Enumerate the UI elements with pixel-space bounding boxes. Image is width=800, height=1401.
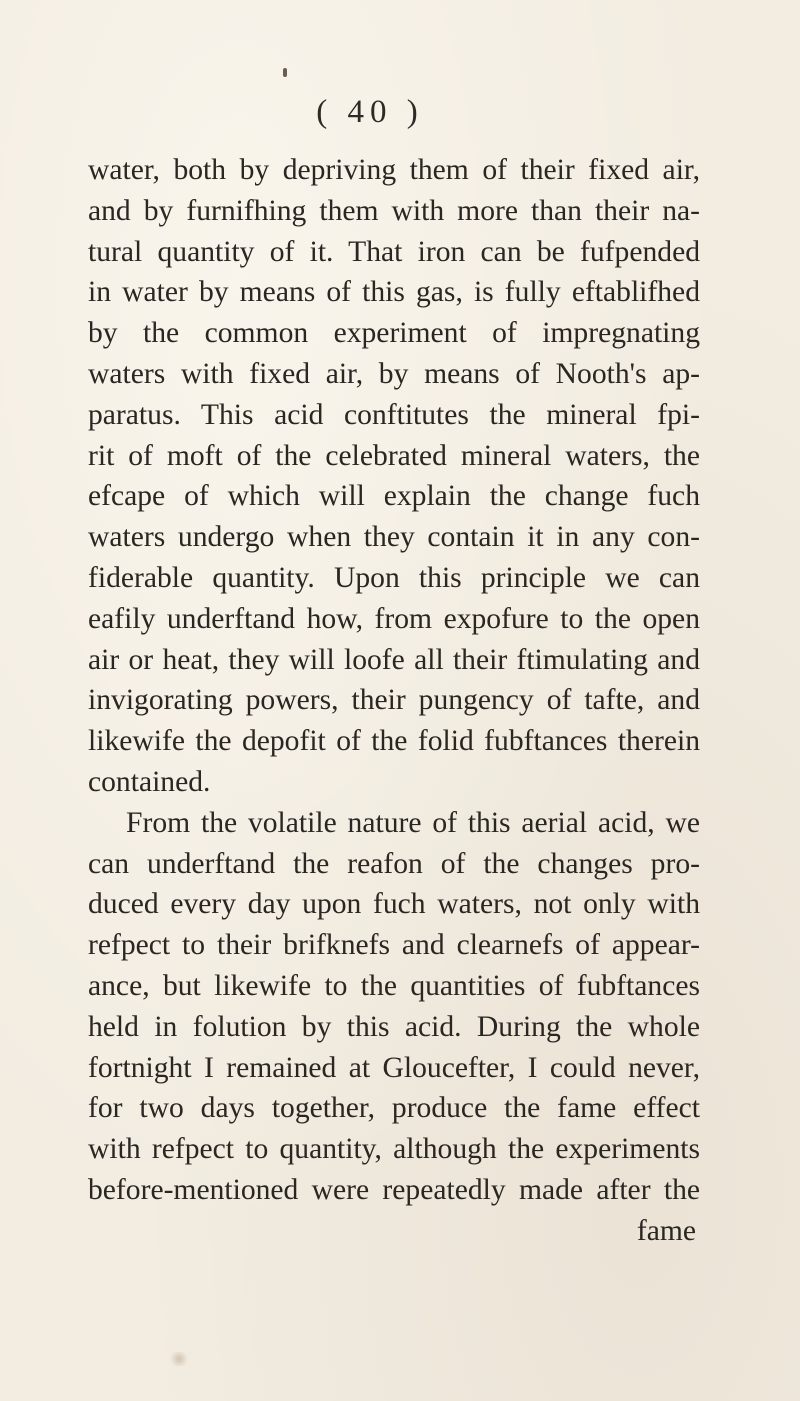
- text-line: invigorating powers, their pungency of tafte, and: [88, 684, 700, 717]
- text-line: fortnight I remained at Gloucefter, I could never,: [88, 1051, 700, 1084]
- text-line: likewife the depofit of the folid fubftances therein: [88, 725, 700, 758]
- text-line: duced every day upon fuch waters, not only with: [88, 888, 700, 921]
- text-line: by the common experiment of impregnating: [88, 317, 700, 350]
- text-line: waters undergo when they contain it in any con-: [88, 521, 700, 554]
- text-line: for two days together, produce the fame effect: [88, 1092, 700, 1125]
- text-line: refpect to their brifknefs and clearnefs of appear-: [88, 929, 700, 962]
- text-line: with refpect to quantity, although the experiments: [88, 1133, 700, 1166]
- text-line: air or heat, they will loofe all their ftimulating and: [88, 643, 700, 676]
- text-line: efcape of which will explain the change fuch: [88, 480, 700, 513]
- ink-mark: [283, 68, 287, 77]
- text-line: and by furnifhing them with more than their na-: [88, 194, 700, 227]
- text-line: in water by means of this gas, is fully eftablifhed: [88, 276, 700, 309]
- text-line: fiderable quantity. Upon this principle we can: [88, 561, 700, 594]
- body-text: [88, 150, 700, 1252]
- text-line: before-mentioned were repeatedly made after the: [88, 1173, 700, 1206]
- text-line: From the volatile nature of this aerial acid, we: [126, 806, 700, 839]
- text-line: rit of moft of the celebrated mineral waters, the: [88, 439, 700, 472]
- text-line: tural quantity of it. That iron can be fufpended: [88, 235, 700, 268]
- text-line: waters with fixed air, by means of Nooth's ap-: [88, 357, 700, 390]
- text-line: water, both by depriving them of their fixed air,: [88, 154, 700, 186]
- page-stain: [168, 1352, 190, 1366]
- text-line: paratus. This acid conftitutes the mineral fpi-: [88, 398, 700, 431]
- catchword: fame: [636, 1214, 696, 1247]
- text-line: ance, but likewife to the quantities of fubftances: [88, 969, 700, 1002]
- text-line: held in folution by this acid. During the whole: [88, 1010, 700, 1043]
- text-line: can underftand the reafon of the changes pro-: [88, 847, 700, 880]
- text-line: eafily underftand how, from expofure to the open: [88, 602, 700, 635]
- page-number: ( 40 ): [316, 94, 424, 130]
- text-line: contained.: [88, 765, 211, 798]
